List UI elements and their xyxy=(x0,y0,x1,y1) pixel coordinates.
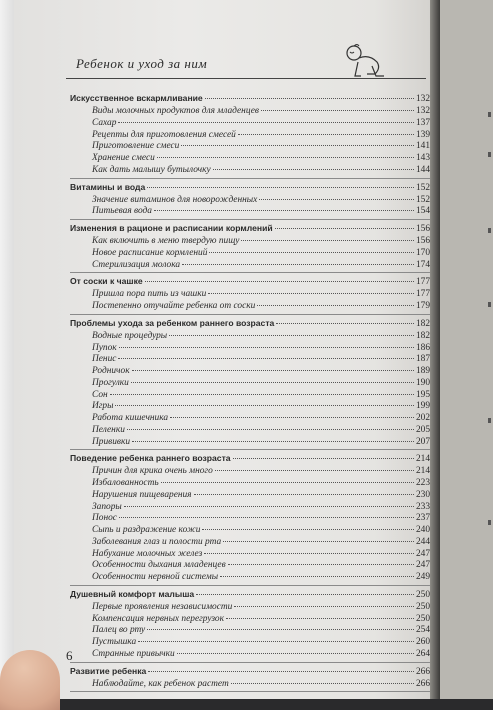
toc-entry xyxy=(70,625,430,637)
toc-entry-title: Прививки xyxy=(92,436,131,447)
dot-leader xyxy=(131,382,414,383)
dot-leader xyxy=(259,199,414,200)
toc-entry-page: 139 xyxy=(415,129,430,140)
dot-leader xyxy=(196,594,414,595)
toc-entry-title: Пустышка xyxy=(92,637,137,647)
toc-entry-title: Первые проявления независимости xyxy=(92,601,233,612)
dot-leader xyxy=(145,281,414,282)
toc-entry-page: 205 xyxy=(415,424,430,435)
toc-entry-title: Сон xyxy=(92,389,108,400)
toc-entry-page: 247 xyxy=(415,548,430,559)
toc-entry-page: 247 xyxy=(415,560,430,571)
dot-leader xyxy=(202,529,413,530)
dot-leader xyxy=(157,157,414,158)
dot-leader xyxy=(132,370,414,371)
toc-entry-page: 254 xyxy=(415,625,430,636)
toc-entry xyxy=(70,637,430,649)
dot-leader xyxy=(169,335,414,336)
toc-entry xyxy=(70,560,430,572)
toc-section xyxy=(70,93,430,179)
toc-entry-page: 264 xyxy=(415,648,430,659)
toc-entry-title: Рецепты для приготовления смесей xyxy=(92,129,236,140)
dot-leader xyxy=(241,240,414,241)
toc-section-heading xyxy=(70,666,430,679)
toc-entry xyxy=(70,401,430,413)
toc-entry xyxy=(70,236,430,248)
dot-leader xyxy=(194,494,414,495)
toc-entry xyxy=(70,513,430,525)
dot-leader xyxy=(110,394,414,395)
toc-section-heading-page: 214 xyxy=(415,454,430,465)
toc-entry xyxy=(70,572,430,584)
toc-entry xyxy=(70,378,430,390)
toc-section-heading xyxy=(70,182,430,195)
toc-entry xyxy=(70,343,430,355)
dot-leader xyxy=(119,517,414,518)
dot-leader xyxy=(118,122,414,123)
dot-leader xyxy=(115,405,413,406)
dot-leader xyxy=(127,429,414,430)
toc-section-heading-page: 182 xyxy=(415,318,430,329)
toc-entry xyxy=(70,390,430,402)
toc-entry xyxy=(70,141,430,153)
toc-entry-page: 141 xyxy=(415,141,430,152)
toc-entry-page: 249 xyxy=(415,572,430,582)
toc-entry xyxy=(70,106,430,118)
header-rule xyxy=(66,78,426,79)
toc-entry xyxy=(70,502,430,514)
toc-entry xyxy=(70,649,430,661)
toc-entry-page: 230 xyxy=(415,489,430,500)
toc-entry-title: Значение витаминов для новорожденных xyxy=(92,194,258,205)
toc-entry-title: Виды молочных продуктов для младенцев xyxy=(92,106,259,116)
toc-entry-page: 174 xyxy=(415,259,430,270)
dot-leader xyxy=(205,98,414,99)
toc-entry-page: 143 xyxy=(415,153,430,163)
toc-entry-title: Как включить в меню твердую пищу xyxy=(92,236,240,246)
dot-leader xyxy=(275,228,414,229)
toc-entry-title: Стерилизация молока xyxy=(92,259,181,270)
toc-entry xyxy=(70,331,430,343)
toc-entry-title: Водные процедуры xyxy=(92,330,168,341)
toc-section-heading-page: 250 xyxy=(415,589,430,600)
toc-entry-page: 144 xyxy=(415,164,430,175)
toc-entry xyxy=(70,525,430,537)
dot-leader xyxy=(154,210,414,211)
dot-leader xyxy=(119,347,414,348)
toc-entry xyxy=(70,602,430,614)
toc-entry-title: Пенис xyxy=(92,354,117,365)
toc-entry-title: Компенсация нервных перегрузок xyxy=(92,613,224,624)
toc-entry-page: 250 xyxy=(415,601,430,612)
toc-section-heading-page: 156 xyxy=(415,224,430,234)
toc-entry xyxy=(70,413,430,425)
toc-entry xyxy=(70,490,430,502)
dot-leader xyxy=(177,653,414,654)
toc-section-heading-page: 266 xyxy=(415,666,430,677)
dot-leader xyxy=(223,541,414,542)
toc-entry-page: 266 xyxy=(415,678,430,689)
thumb-finger xyxy=(0,650,60,710)
toc-entry xyxy=(70,354,430,366)
toc-entry xyxy=(70,165,430,177)
toc-entry-title: Приготовление смеси xyxy=(92,141,180,152)
toc-entry-page: 237 xyxy=(415,513,430,524)
toc-entry xyxy=(70,614,430,626)
dot-leader xyxy=(226,618,414,619)
toc-entry xyxy=(70,301,430,313)
toc-section-heading xyxy=(70,93,430,106)
running-header xyxy=(66,52,438,82)
dot-leader xyxy=(132,441,414,442)
dot-leader xyxy=(170,417,414,418)
dot-leader xyxy=(204,553,414,554)
toc-entry-title: Понос xyxy=(92,513,117,524)
adjacent-page xyxy=(440,0,493,699)
toc-entry-page: 189 xyxy=(415,366,430,376)
toc-entry-title: Особенности дыхания младенцев xyxy=(92,560,226,571)
toc-entry-page: 240 xyxy=(415,525,430,535)
toc-entry xyxy=(70,130,430,142)
table-of-contents xyxy=(70,93,430,695)
toc-entry-page: 223 xyxy=(415,478,430,488)
toc-section-heading-page: 177 xyxy=(415,277,430,288)
toc-entry-title: Сыпь и раздражение кожи xyxy=(92,525,201,535)
toc-entry-page: 152 xyxy=(415,194,430,205)
toc-entry-page: 179 xyxy=(415,301,430,311)
dot-leader xyxy=(213,169,414,170)
toc-section xyxy=(70,318,430,451)
dot-leader xyxy=(209,252,414,253)
toc-entry-page: 199 xyxy=(415,401,430,412)
toc-entry-page: 250 xyxy=(415,613,430,624)
toc-entry-title: Игры xyxy=(92,401,114,412)
toc-entry-page: 170 xyxy=(415,247,430,258)
toc-entry-page: 154 xyxy=(415,206,430,217)
toc-entry xyxy=(70,248,430,260)
dot-leader xyxy=(148,671,414,672)
toc-entry-page: 177 xyxy=(415,289,430,300)
toc-entry xyxy=(70,466,430,478)
toc-entry-page: 187 xyxy=(415,354,430,365)
toc-entry-title: Сахар xyxy=(92,117,117,128)
toc-entry-title: Новое расписание кормлений xyxy=(92,247,208,258)
toc-section-heading-title: Развитие ребенка xyxy=(70,665,147,676)
toc-entry-title: Постепенно отучайте ребенка от соски xyxy=(92,301,256,311)
toc-section-heading-title: От соски к чашке xyxy=(70,276,143,287)
toc-entry xyxy=(70,260,430,272)
toc-entry xyxy=(70,549,430,561)
dot-leader xyxy=(215,470,414,471)
dot-leader xyxy=(161,482,414,483)
toc-entry xyxy=(70,437,430,449)
toc-entry-page: 214 xyxy=(415,466,430,477)
toc-entry-page: 182 xyxy=(415,330,430,341)
toc-section xyxy=(70,182,430,221)
toc-entry-title: Заболевания глаз и полости рта xyxy=(92,536,222,547)
toc-entry-page: 137 xyxy=(415,117,430,128)
toc-section-heading xyxy=(70,453,430,466)
toc-entry-title: Пришла пора пить из чашки xyxy=(92,289,207,300)
toc-section-heading xyxy=(70,589,430,602)
toc-entry-page: 132 xyxy=(415,106,430,116)
toc-entry-title: Палец во рту xyxy=(92,625,146,636)
toc-entry xyxy=(70,206,430,218)
toc-section xyxy=(70,453,430,586)
toc-section-heading-title: Поведение ребенка раннего возраста xyxy=(70,453,231,464)
running-header-title: Ребенок и уход за ним xyxy=(76,56,208,71)
dot-leader xyxy=(276,323,414,324)
toc-entry-title: Особенности нервной системы xyxy=(92,572,219,582)
toc-entry-title: Пеленки xyxy=(92,424,125,435)
toc-entry xyxy=(70,289,430,301)
toc-section-heading-title: Искусственное вскармливание xyxy=(70,93,203,103)
toc-entry xyxy=(70,537,430,549)
toc-entry-title: Нарушения пищеварения xyxy=(92,489,192,500)
dot-leader xyxy=(182,264,414,265)
toc-entry-page: 190 xyxy=(415,377,430,388)
dot-leader xyxy=(208,293,414,294)
page-number: 6 xyxy=(66,648,73,663)
dot-leader xyxy=(228,564,414,565)
toc-entry-page: 244 xyxy=(415,536,430,547)
toc-entry-title: Пупок xyxy=(92,342,117,353)
toc-section xyxy=(70,223,430,273)
toc-section xyxy=(70,666,430,693)
crawling-baby-icon xyxy=(342,44,390,80)
toc-entry xyxy=(70,118,430,130)
dot-leader xyxy=(261,110,414,111)
toc-entry-title: Питьевая вода xyxy=(92,206,152,217)
toc-entry-title: Наблюдайте, как ребенок растет xyxy=(92,678,229,689)
dot-leader xyxy=(181,145,414,146)
toc-section-heading-page: 132 xyxy=(415,94,430,104)
toc-section-heading-title: Проблемы ухода за ребенком раннего возраста xyxy=(70,317,275,328)
toc-section xyxy=(70,589,430,663)
dot-leader xyxy=(118,358,414,359)
toc-section-heading-title: Изменения в рационе и расписании кормлений xyxy=(70,223,273,233)
toc-entry xyxy=(70,679,430,691)
dot-leader xyxy=(233,458,414,459)
toc-entry-title: Хранение смеси xyxy=(92,153,155,163)
dot-leader xyxy=(124,506,414,507)
toc-section-heading-page: 152 xyxy=(415,182,430,193)
toc-entry-title: Странные привычки xyxy=(92,648,175,659)
toc-entry-page: 195 xyxy=(415,389,430,400)
toc-entry-title: Набухание молочных желез xyxy=(92,548,203,559)
toc-entry xyxy=(70,153,430,165)
toc-entry-page: 186 xyxy=(415,342,430,353)
dot-leader xyxy=(238,134,414,135)
toc-entry xyxy=(70,425,430,437)
toc-section-heading xyxy=(70,276,430,289)
dot-leader xyxy=(138,641,414,642)
toc-entry-title: Причин для крика очень много xyxy=(92,466,213,477)
dot-leader xyxy=(220,576,414,577)
toc-entry-title: Как дать малышу бутылочку xyxy=(92,164,211,175)
toc-section-heading-title: Витамины и вода xyxy=(70,181,146,192)
toc-section xyxy=(70,276,430,315)
dot-leader xyxy=(147,187,414,188)
toc-entry-page: 233 xyxy=(415,501,430,512)
toc-entry xyxy=(70,478,430,490)
toc-entry-page: 202 xyxy=(415,413,430,423)
toc-entry xyxy=(70,366,430,378)
toc-entry-title: Работа кишечника xyxy=(92,413,169,423)
dot-leader xyxy=(147,629,414,630)
toc-entry-page: 207 xyxy=(415,436,430,447)
toc-entry-title: Избалованность xyxy=(92,478,159,488)
toc-entry-title: Родничок xyxy=(92,366,130,376)
dot-leader xyxy=(234,606,414,607)
dot-leader xyxy=(257,305,414,306)
dot-leader xyxy=(231,683,414,684)
toc-entry-page: 156 xyxy=(415,236,430,246)
toc-entry xyxy=(70,195,430,207)
toc-section-heading xyxy=(70,318,430,331)
toc-section-heading xyxy=(70,223,430,236)
toc-entry-page: 260 xyxy=(415,637,430,647)
toc-entry-title: Запоры xyxy=(92,501,122,512)
toc-entry-title: Прогулки xyxy=(92,377,129,388)
toc-section-heading-title: Душевный комфорт малыша xyxy=(70,588,195,599)
